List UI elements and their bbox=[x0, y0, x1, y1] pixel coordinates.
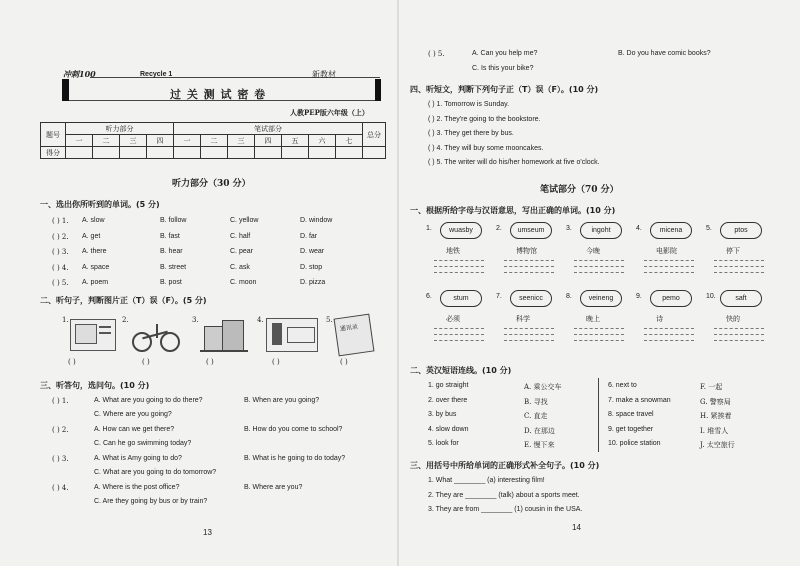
phrase-en[interactable]: 10. police station bbox=[608, 440, 661, 447]
page-title: 过 关 测 试 密 卷 bbox=[170, 88, 267, 101]
writing-line[interactable] bbox=[714, 260, 764, 261]
left-page bbox=[0, 0, 398, 566]
option-a: A. Where is the post office? bbox=[94, 484, 180, 491]
letter-bubble: ptos bbox=[720, 222, 762, 239]
option-a: A. slow bbox=[82, 217, 105, 224]
option-c: C. Are they going by bus or by train? bbox=[94, 498, 208, 505]
writing-line[interactable] bbox=[434, 328, 484, 329]
option-c: C. pear bbox=[230, 248, 253, 255]
score-cell[interactable] bbox=[66, 147, 93, 159]
writing-line[interactable] bbox=[504, 334, 554, 335]
row-label-score: 得分 bbox=[41, 147, 66, 159]
phrase-cn[interactable]: F. 一起 bbox=[700, 383, 723, 391]
option-c: C. yellow bbox=[230, 217, 259, 224]
score-cell[interactable] bbox=[147, 147, 174, 159]
brand-label: 冲刺100 bbox=[63, 69, 96, 79]
writing-line[interactable] bbox=[714, 334, 764, 335]
writing-title: 笔试部分（70 分） bbox=[540, 185, 619, 195]
option-a: A. poem bbox=[82, 279, 109, 286]
phrase-cn[interactable]: C. 直走 bbox=[524, 412, 548, 420]
letter-bubble: pemo bbox=[650, 290, 692, 307]
tf-statement[interactable]: ( ) 5. The writer will do his/her homework at five o'clock. bbox=[428, 159, 600, 166]
score-cell[interactable] bbox=[201, 147, 228, 159]
pic-num-4: 4. bbox=[257, 316, 264, 324]
pic-num-1: 1. bbox=[62, 316, 69, 324]
chinese-meaning: 快的 bbox=[726, 315, 740, 323]
total-header: 总分 bbox=[363, 123, 386, 147]
score-cell[interactable] bbox=[120, 147, 147, 159]
bike-picture bbox=[132, 320, 180, 350]
listening-header: 听力部分 bbox=[66, 123, 174, 135]
phrase-en[interactable]: 3. by bus bbox=[428, 411, 457, 418]
score-cell[interactable] bbox=[309, 147, 336, 159]
question-number[interactable]: ( ) 4. bbox=[52, 263, 69, 272]
option-a: A. space bbox=[82, 263, 110, 271]
writing-line[interactable] bbox=[504, 328, 554, 329]
right-page bbox=[400, 0, 800, 566]
answer-bracket[interactable]: ( ) bbox=[68, 358, 76, 366]
option-c: C. Where are you going? bbox=[94, 411, 172, 418]
q5-option-b: B. Do you have comic books? bbox=[618, 50, 711, 57]
score-cell[interactable] bbox=[174, 147, 201, 159]
answer-bracket[interactable]: ( ) bbox=[142, 358, 150, 366]
chinese-meaning: 博物馆 bbox=[516, 247, 537, 255]
option-c: C. What are you going to do tomorrow? bbox=[94, 469, 217, 476]
col-w1: 一 bbox=[174, 135, 201, 147]
tf-statement[interactable]: ( ) 2. They're going to the bookstore. bbox=[428, 115, 541, 123]
writing-line[interactable] bbox=[504, 272, 554, 273]
w2-title: 二、英汉短语连线。(10 分) bbox=[410, 366, 512, 375]
writing-line[interactable] bbox=[434, 334, 484, 335]
phrase-cn[interactable]: E. 慢下来 bbox=[524, 441, 555, 449]
option-d: D. stop bbox=[300, 263, 323, 271]
writing-line[interactable] bbox=[644, 260, 694, 261]
chinese-meaning: 晚上 bbox=[586, 315, 600, 323]
letter-bubble: stum bbox=[440, 290, 482, 307]
writing-line[interactable] bbox=[574, 272, 624, 273]
tf-statement[interactable]: ( ) 3. They get there by bus. bbox=[428, 130, 514, 137]
chinese-meaning: 电影院 bbox=[656, 247, 677, 255]
writing-line[interactable] bbox=[574, 266, 624, 267]
w3-title: 三、用括号中所给单词的正确形式补全句子。(10 分) bbox=[410, 461, 600, 470]
writing-line[interactable] bbox=[714, 340, 764, 341]
score-cell[interactable] bbox=[282, 147, 309, 159]
phrase-cn[interactable]: J. 太空旅行 bbox=[700, 441, 735, 449]
col-w3: 三 bbox=[228, 135, 255, 147]
q5-option-c: C. Is this your bike? bbox=[472, 65, 534, 72]
letter-bubble: wuasby bbox=[440, 222, 482, 239]
col-l3: 三 bbox=[120, 135, 147, 147]
total-cell[interactable] bbox=[363, 147, 386, 159]
building-picture bbox=[200, 318, 248, 352]
book-picture bbox=[334, 314, 375, 357]
phrase-cn[interactable]: G. 警察局 bbox=[700, 397, 731, 406]
phrase-en[interactable]: 4. slow down bbox=[428, 425, 469, 433]
question-number[interactable]: ( ) 1. bbox=[52, 397, 69, 405]
answer-bracket[interactable]: ( ) bbox=[272, 358, 280, 366]
word-number: 2. bbox=[496, 225, 502, 232]
col-w2: 二 bbox=[201, 135, 228, 147]
station-picture bbox=[266, 318, 318, 352]
col-l4: 四 bbox=[147, 135, 174, 147]
writing-line[interactable] bbox=[434, 260, 484, 261]
grade-label: 人教PEP版六年级（上） bbox=[290, 108, 369, 117]
fill-in-sentence[interactable]: 1. What ________ (a) interesting film! bbox=[428, 477, 545, 484]
question-number[interactable]: ( ) 4. bbox=[52, 484, 69, 492]
question-number[interactable]: ( ) 3. bbox=[52, 248, 69, 256]
chinese-meaning: 诗 bbox=[656, 315, 663, 323]
q5-option-a: A. Can you help me? bbox=[472, 50, 538, 57]
chinese-meaning: 科学 bbox=[516, 315, 530, 323]
writing-line[interactable] bbox=[434, 340, 484, 341]
score-cell[interactable] bbox=[336, 147, 363, 159]
writing-line[interactable] bbox=[504, 340, 554, 341]
writing-line[interactable] bbox=[644, 334, 694, 335]
option-a: A. What is Amy going to do? bbox=[94, 455, 182, 462]
score-cell[interactable] bbox=[255, 147, 282, 159]
writing-line[interactable] bbox=[574, 334, 624, 335]
writing-line[interactable] bbox=[574, 260, 624, 261]
chinese-meaning: 必须 bbox=[446, 315, 460, 323]
option-c: C. half bbox=[230, 232, 251, 240]
score-table bbox=[40, 122, 386, 159]
phrase-en[interactable]: 1. go straight bbox=[428, 382, 469, 389]
writing-line[interactable] bbox=[504, 266, 554, 267]
word-number: 3. bbox=[566, 225, 572, 232]
phrase-cn[interactable]: D. 在那边 bbox=[524, 426, 555, 435]
question-number[interactable]: ( ) 2. bbox=[52, 232, 69, 241]
word-number: 6. bbox=[426, 293, 432, 300]
header-bar-right bbox=[375, 79, 381, 101]
option-c: C. moon bbox=[230, 279, 257, 286]
word-number: 1. bbox=[426, 225, 432, 232]
edition-label: 新教材 bbox=[312, 70, 336, 79]
option-b: B. When are you going? bbox=[244, 397, 320, 404]
pic-num-5: 5. bbox=[326, 316, 333, 324]
col-w4: 四 bbox=[255, 135, 282, 147]
phrase-cn[interactable]: I. 堆雪人 bbox=[700, 426, 729, 435]
word-number: 5. bbox=[706, 225, 712, 232]
writing-line[interactable] bbox=[644, 266, 694, 267]
writing-line[interactable] bbox=[714, 266, 764, 267]
option-c: C. Can he go swimming today? bbox=[94, 440, 192, 447]
phrase-cn[interactable]: H. 紧挨着 bbox=[700, 412, 732, 420]
writing-line[interactable] bbox=[504, 260, 554, 261]
writing-line[interactable] bbox=[434, 272, 484, 273]
page-number-left: 13 bbox=[203, 528, 212, 537]
word-number: 9. bbox=[636, 293, 642, 300]
option-a: A. get bbox=[82, 232, 101, 240]
phrase-cn[interactable]: B. 寻找 bbox=[524, 397, 548, 406]
question-number[interactable]: ( ) 1. bbox=[52, 217, 69, 225]
answer-bracket[interactable]: ( ) bbox=[340, 358, 348, 366]
unit-label: Recycle 1 bbox=[140, 71, 173, 78]
option-b: B. street bbox=[160, 263, 187, 271]
phrase-en[interactable]: 6. next to bbox=[608, 382, 637, 389]
word-number: 7. bbox=[496, 293, 502, 300]
writing-line[interactable] bbox=[644, 340, 694, 341]
tf-statement[interactable]: ( ) 1. Tomorrow is Sunday. bbox=[428, 101, 510, 108]
writing-header: 笔试部分 bbox=[174, 123, 363, 135]
phrase-en[interactable]: 9. get together bbox=[608, 425, 654, 433]
score-cell[interactable] bbox=[93, 147, 120, 159]
tf-statement[interactable]: ( ) 4. They will buy some mooncakes. bbox=[428, 144, 544, 152]
phrase-en[interactable]: 7. make a snowman bbox=[608, 396, 671, 404]
chinese-meaning: 地铁 bbox=[446, 247, 460, 255]
fill-in-sentence[interactable]: 2. They are ________ (talk) about a sports meet. bbox=[428, 491, 580, 499]
col-l1: 一 bbox=[66, 135, 93, 147]
phrase-en[interactable]: 2. over there bbox=[428, 396, 468, 404]
phrase-en[interactable]: 5. look for bbox=[428, 440, 459, 447]
chinese-meaning: 停下 bbox=[726, 247, 740, 255]
option-c: C. ask bbox=[230, 263, 250, 271]
w1-title: 一、根据所给字母与汉语意思，写出正确的单词。(10 分) bbox=[410, 206, 616, 215]
score-cell[interactable] bbox=[228, 147, 255, 159]
sec3-title: 三、听答句，选问句。(10 分) bbox=[40, 381, 150, 390]
book-label: 通讯录 bbox=[339, 323, 359, 333]
letter-bubble: veineng bbox=[580, 290, 622, 307]
option-b: B. post bbox=[160, 279, 182, 286]
option-b: B. What is he going to do today? bbox=[244, 455, 346, 462]
col-w6: 六 bbox=[309, 135, 336, 147]
option-b: B. hear bbox=[160, 248, 183, 255]
option-d: D. window bbox=[300, 217, 333, 224]
listening-title: 听力部分（30 分） bbox=[172, 179, 251, 189]
writing-line[interactable] bbox=[644, 328, 694, 329]
chinese-meaning: 今晚 bbox=[586, 247, 600, 255]
phrase-cn[interactable]: A. 乘公交车 bbox=[524, 383, 562, 391]
option-d: D. pizza bbox=[300, 279, 326, 286]
col-l2: 二 bbox=[93, 135, 120, 147]
question-number[interactable]: ( ) 3. bbox=[52, 455, 69, 463]
option-b: B. How do you come to school? bbox=[244, 426, 343, 433]
header-bar-left bbox=[62, 79, 69, 101]
letter-bubble: micena bbox=[650, 222, 692, 239]
letter-bubble: umseum bbox=[510, 222, 552, 239]
option-b: B. follow bbox=[160, 217, 187, 224]
writing-line[interactable] bbox=[644, 272, 694, 273]
sec2-title: 二、听句子，判断图片正（T）误（F）。(5 分) bbox=[40, 296, 207, 305]
option-a: A. there bbox=[82, 248, 107, 255]
col-w5: 五 bbox=[282, 135, 309, 147]
q5-number[interactable]: ( ) 5. bbox=[428, 50, 445, 58]
letter-bubble: ingoht bbox=[580, 222, 622, 239]
option-d: D. far bbox=[300, 232, 318, 240]
writing-line[interactable] bbox=[574, 328, 624, 329]
writing-line[interactable] bbox=[714, 272, 764, 273]
row-label-number: 题号 bbox=[41, 123, 66, 147]
question-number[interactable]: ( ) 2. bbox=[52, 426, 69, 434]
word-number: 8. bbox=[566, 293, 572, 300]
word-number: 10. bbox=[706, 293, 716, 300]
writing-line[interactable] bbox=[574, 340, 624, 341]
letter-bubble: saft bbox=[720, 290, 762, 307]
sec1-title: 一、选出你所听到的单词。(5 分) bbox=[40, 200, 160, 209]
option-d: D. wear bbox=[300, 248, 325, 255]
answer-bracket[interactable]: ( ) bbox=[206, 358, 214, 366]
option-b: B. fast bbox=[160, 232, 180, 240]
writing-line[interactable] bbox=[714, 328, 764, 329]
option-a: A. What are you going to do there? bbox=[94, 397, 203, 404]
fill-in-sentence[interactable]: 3. They are from ________ (1) cousin in the USA. bbox=[428, 506, 583, 513]
page-number-right: 14 bbox=[572, 523, 581, 532]
col-w7: 七 bbox=[336, 135, 363, 147]
matching-divider bbox=[598, 378, 599, 452]
envelope-picture bbox=[70, 319, 116, 351]
pic-num-3: 3. bbox=[192, 316, 199, 324]
option-b: B. Where are you? bbox=[244, 484, 303, 491]
phrase-en[interactable]: 8. space travel bbox=[608, 411, 654, 418]
word-number: 4. bbox=[636, 225, 642, 232]
writing-line[interactable] bbox=[434, 266, 484, 267]
sec4-title: 四、听短文，判断下列句子正（T）误（F）。(10 分) bbox=[410, 85, 599, 94]
question-number[interactable]: ( ) 5. bbox=[52, 279, 69, 287]
letter-bubble: seenicc bbox=[510, 290, 552, 307]
option-a: A. How can we get there? bbox=[94, 426, 175, 433]
pic-num-2: 2. bbox=[122, 316, 129, 324]
